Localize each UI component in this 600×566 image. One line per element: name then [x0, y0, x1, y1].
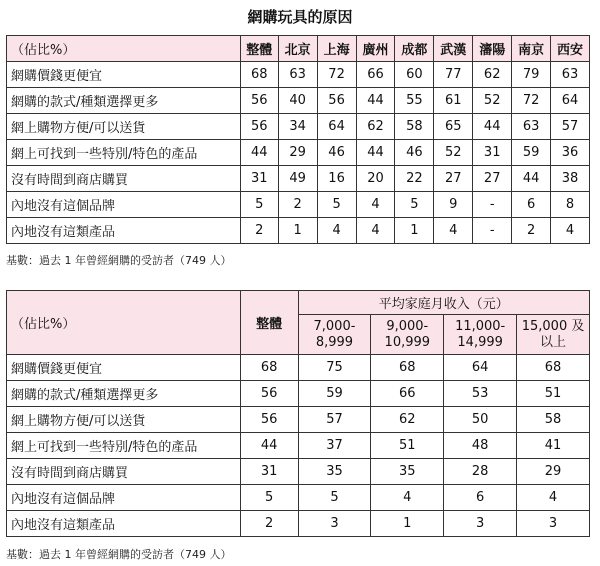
table-cell: 4 — [371, 485, 444, 511]
row-label: 沒有時間到商店購買 — [7, 166, 241, 192]
table-cell: 1 — [395, 218, 434, 244]
table-cell: 3 — [444, 511, 517, 537]
table-cell: 49 — [278, 166, 317, 192]
column-header-line: 15,000 及 — [521, 318, 585, 334]
table-cell: 52 — [473, 88, 512, 114]
table-cell: 63 — [512, 114, 551, 140]
row-label: 網上購物方便/可以送貨 — [7, 407, 241, 433]
table-cell: 22 — [395, 166, 434, 192]
table-cell: 5 — [395, 192, 434, 218]
table-cell: 4 — [356, 192, 395, 218]
table-cell: 55 — [395, 88, 434, 114]
table-cell: 27 — [473, 166, 512, 192]
table-cell: 44 — [356, 140, 395, 166]
table-cell: 44 — [512, 166, 551, 192]
row-label: 沒有時間到商店購買 — [7, 459, 241, 485]
table-cell: 31 — [240, 459, 298, 485]
table-cell: 5 — [298, 485, 371, 511]
column-header-line: 11,000- — [455, 318, 506, 334]
row-label: 網購的款式/種類選擇更多 — [7, 381, 241, 407]
table-cell: 20 — [356, 166, 395, 192]
table-cell: 4 — [356, 218, 395, 244]
table-cell: 4 — [434, 218, 473, 244]
table-cell: 2 — [512, 218, 551, 244]
table-cell: 68 — [517, 355, 590, 381]
column-header: 成都 — [395, 36, 434, 62]
corner-label: （佔比%） — [7, 291, 241, 355]
table-cell: 77 — [434, 62, 473, 88]
table-cell: 56 — [240, 114, 278, 140]
column-header: 整體 — [240, 291, 298, 355]
column-header: 廣州 — [356, 36, 395, 62]
table-cell: 59 — [298, 381, 371, 407]
row-label: 網購價錢更便宜 — [7, 355, 241, 381]
row-label: 內地沒有這個品牌 — [7, 485, 241, 511]
table-cell: 37 — [298, 433, 371, 459]
table-row — [7, 459, 590, 485]
table-cell: 9 — [434, 192, 473, 218]
table-cell: 68 — [371, 355, 444, 381]
table-cell: 62 — [356, 114, 395, 140]
column-header-line: 以上 — [540, 334, 567, 350]
table-cell: 65 — [434, 114, 473, 140]
table-cell: - — [473, 192, 512, 218]
table-cell: 56 — [240, 407, 298, 433]
column-header-line: 10,999 — [384, 334, 431, 350]
table-cell: 51 — [517, 381, 590, 407]
column-header — [298, 315, 371, 355]
table-cell: 8 — [551, 192, 590, 218]
table-cell: 44 — [240, 433, 298, 459]
column-header: 武漢 — [434, 36, 473, 62]
table-cell: 51 — [371, 433, 444, 459]
header-row — [7, 291, 590, 315]
column-header: 瀋陽 — [473, 36, 512, 62]
table-row — [7, 140, 590, 166]
table-cell: 64 — [317, 114, 356, 140]
table-cell: 2 — [240, 511, 298, 537]
table-row — [7, 381, 590, 407]
table-cell: 28 — [444, 459, 517, 485]
table-cell: 56 — [317, 88, 356, 114]
table-cell: 1 — [371, 511, 444, 537]
column-header: 西安 — [551, 36, 590, 62]
table-cell: - — [473, 218, 512, 244]
table-cell: 36 — [551, 140, 590, 166]
table-cell: 4 — [551, 218, 590, 244]
table-cell: 48 — [444, 433, 517, 459]
row-label: 內地沒有這類產品 — [7, 218, 241, 244]
row-label: 網上可找到一些特別/特色的產品 — [7, 433, 241, 459]
table-row — [7, 407, 590, 433]
column-header-line: 7,000- — [313, 318, 356, 334]
table-cell: 4 — [517, 485, 590, 511]
column-header-line: 14,999 — [457, 334, 503, 350]
table-cell: 3 — [517, 511, 590, 537]
table-cell: 66 — [371, 381, 444, 407]
table-cell: 64 — [444, 355, 517, 381]
table-cell: 60 — [395, 62, 434, 88]
table-cell: 3 — [298, 511, 371, 537]
table-cell: 68 — [240, 355, 298, 381]
table-cell: 29 — [278, 140, 317, 166]
table-cell: 27 — [434, 166, 473, 192]
table-cell: 44 — [240, 140, 278, 166]
table-cell: 2 — [278, 192, 317, 218]
table-cell: 40 — [278, 88, 317, 114]
table-cell: 44 — [356, 88, 395, 114]
table-row — [7, 62, 590, 88]
table-cell: 46 — [317, 140, 356, 166]
table-row — [7, 485, 590, 511]
table-cell: 2 — [240, 218, 278, 244]
city-table — [6, 35, 590, 244]
header-row — [7, 36, 590, 62]
table-cell: 57 — [551, 114, 590, 140]
table-cell: 16 — [317, 166, 356, 192]
table-cell: 59 — [512, 140, 551, 166]
table-cell: 6 — [512, 192, 551, 218]
row-label: 網購的款式/種類選擇更多 — [7, 88, 241, 114]
table-row — [7, 433, 590, 459]
table-cell: 72 — [512, 88, 551, 114]
table-row — [7, 218, 590, 244]
table-cell: 38 — [551, 166, 590, 192]
table-cell: 4 — [317, 218, 356, 244]
column-header: 上海 — [317, 36, 356, 62]
row-label: 網上可找到一些特別/特色的產品 — [7, 140, 241, 166]
table-cell: 68 — [240, 62, 278, 88]
table-cell: 79 — [512, 62, 551, 88]
table-cell: 62 — [473, 62, 512, 88]
table-cell: 31 — [473, 140, 512, 166]
table-cell: 58 — [517, 407, 590, 433]
table-cell: 57 — [298, 407, 371, 433]
column-header — [444, 315, 517, 355]
column-header — [371, 315, 444, 355]
table-cell: 56 — [240, 381, 298, 407]
column-header: 北京 — [278, 36, 317, 62]
row-label: 網上購物方便/可以送貨 — [7, 114, 241, 140]
income-table — [6, 290, 590, 537]
table-row — [7, 192, 590, 218]
table-cell: 29 — [517, 459, 590, 485]
table-cell: 31 — [240, 166, 278, 192]
row-label: 內地沒有這類產品 — [7, 511, 241, 537]
table-cell: 5 — [240, 192, 278, 218]
table-note: 基數：過去 1 年曾經網購的受訪者（749 人） — [6, 254, 232, 267]
table-cell: 66 — [356, 62, 395, 88]
table-cell: 5 — [317, 192, 356, 218]
table-cell: 61 — [434, 88, 473, 114]
column-header-line: 8,999 — [315, 334, 354, 350]
table-row — [7, 114, 590, 140]
table-cell: 63 — [278, 62, 317, 88]
table-row — [7, 511, 590, 537]
row-label: 網購價錢更便宜 — [7, 62, 241, 88]
table-cell: 44 — [473, 114, 512, 140]
table-cell: 63 — [551, 62, 590, 88]
table-cell: 56 — [240, 88, 278, 114]
group-header: 平均家庭月收入（元） — [298, 291, 589, 315]
table-cell: 62 — [371, 407, 444, 433]
row-label: 內地沒有這個品牌 — [7, 192, 241, 218]
table-cell: 72 — [317, 62, 356, 88]
column-header-line: 9,000- — [386, 318, 429, 334]
corner-label: （佔比%） — [7, 36, 241, 62]
table-cell: 58 — [395, 114, 434, 140]
table-cell: 41 — [517, 433, 590, 459]
table-cell: 35 — [371, 459, 444, 485]
table-cell: 52 — [434, 140, 473, 166]
column-header: 南京 — [512, 36, 551, 62]
table-cell: 6 — [444, 485, 517, 511]
table-row — [7, 166, 590, 192]
table-row — [7, 88, 590, 114]
table-cell: 34 — [278, 114, 317, 140]
table-row — [7, 355, 590, 381]
table-note: 基數：過去 1 年曾經網購的受訪者（749 人） — [6, 548, 232, 561]
table-cell: 1 — [278, 218, 317, 244]
column-header: 整體 — [240, 36, 278, 62]
table-cell: 75 — [298, 355, 371, 381]
table-cell: 50 — [444, 407, 517, 433]
table-cell: 53 — [444, 381, 517, 407]
table-cell: 5 — [240, 485, 298, 511]
table-cell: 64 — [551, 88, 590, 114]
table-cell: 46 — [395, 140, 434, 166]
column-header — [517, 315, 590, 355]
page-title: 網購玩具的原因 — [247, 8, 353, 26]
table-cell: 35 — [298, 459, 371, 485]
